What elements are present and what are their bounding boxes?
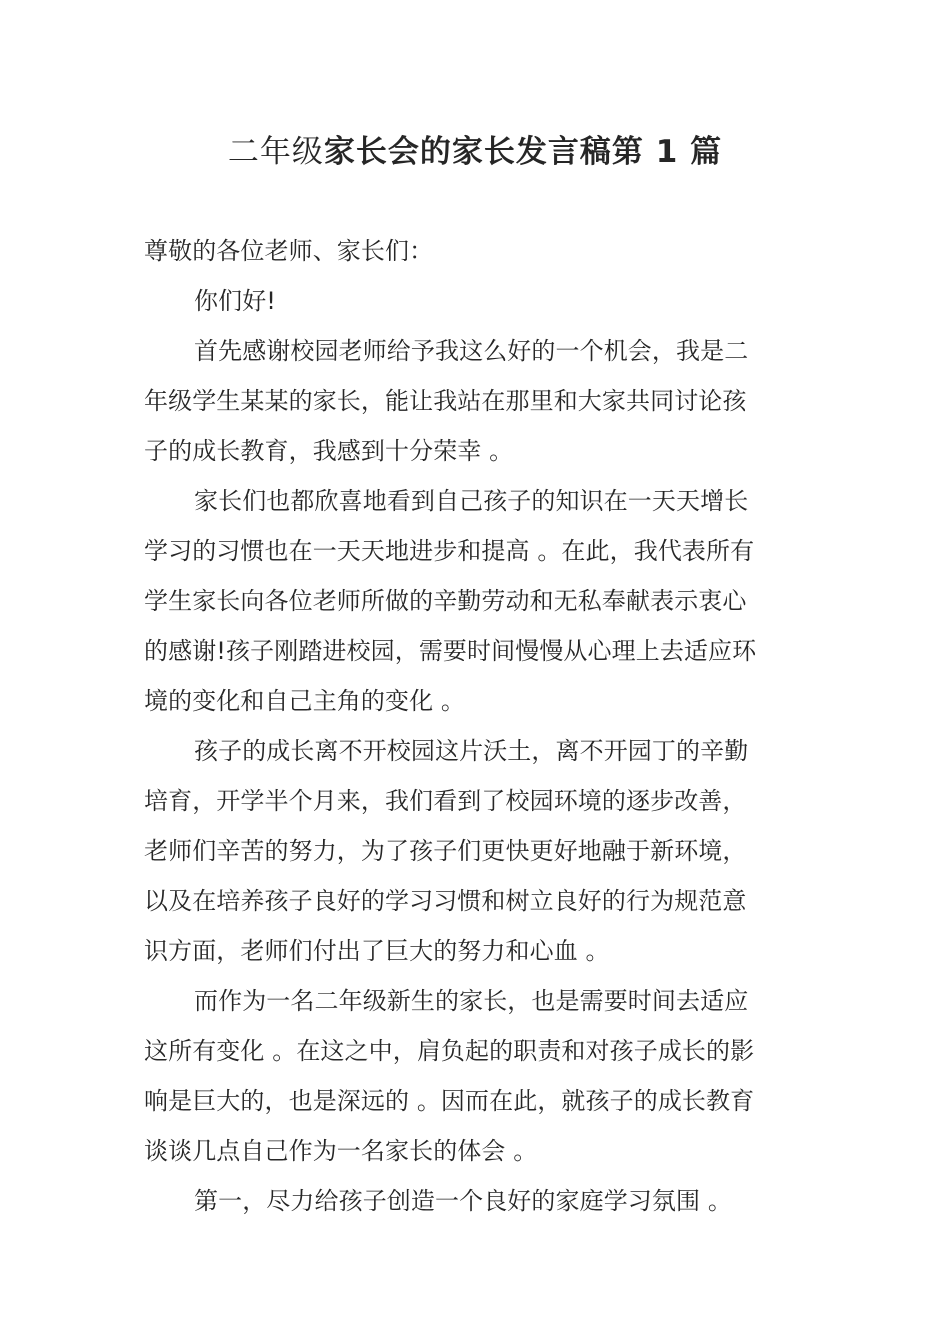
- title-main: 家长会的家长发言稿第 1 篇: [323, 134, 723, 170]
- body-line: 谈谈几点自己作为一名家长的体会 。: [144, 1137, 538, 1165]
- body-line: 尊敬的各位老师、家长们：: [144, 237, 434, 265]
- body-line: 境的变化和自己主角的变化 。: [144, 687, 466, 715]
- body-line: 你们好!: [194, 287, 277, 315]
- body-line: 孩子的成长离不开校园这片沃土，离不开园丁的辛勤: [194, 737, 749, 765]
- body-line: 这所有变化 。在这之中，肩负起的职责和对孩子成长的影: [144, 1037, 755, 1065]
- body-line: 培育，开学半个月来，我们看到了校园环境的逐步改善，: [144, 787, 747, 815]
- body-line: 首先感谢校园老师给予我这么好的一个机会，我是二: [194, 337, 749, 365]
- body-line: 的感谢!孩子刚踏进校园，需要时间慢慢从心理上去适应环: [144, 637, 757, 665]
- body-line: 以及在培养孩子良好的学习习惯和树立良好的行为规范意: [144, 887, 747, 915]
- title-grade: 二年级: [227, 134, 324, 170]
- body-line: 而作为一名二年级新生的家长，也是需要时间去适应: [194, 987, 749, 1015]
- document-body: [144, 226, 810, 1226]
- body-line: 学习的习惯也在一天天地进步和提高 。在此，我代表所有: [144, 537, 755, 565]
- body-line: 响是巨大的，也是深远的 。因而在此，就孩子的成长教育: [144, 1087, 755, 1115]
- document-title: [0, 126, 950, 178]
- body-line: 老师们辛苦的努力，为了孩子们更快更好地融于新环境，: [144, 837, 747, 865]
- body-line: 家长们也都欣喜地看到自己孩子的知识在一天天增长: [194, 487, 749, 515]
- body-line: 年级学生某某的家长，能让我站在那里和大家共同讨论孩: [144, 387, 747, 415]
- body-line: 子的成长教育，我感到十分荣幸 。: [144, 437, 514, 465]
- body-line: 学生家长向各位老师所做的辛勤劳动和无私奉献表示衷心: [144, 587, 747, 615]
- body-line: 识方面，老师们付出了巨大的努力和心血 。: [144, 937, 610, 965]
- body-line: 第一，尽力给孩子创造一个良好的家庭学习氛围 。: [194, 1187, 732, 1215]
